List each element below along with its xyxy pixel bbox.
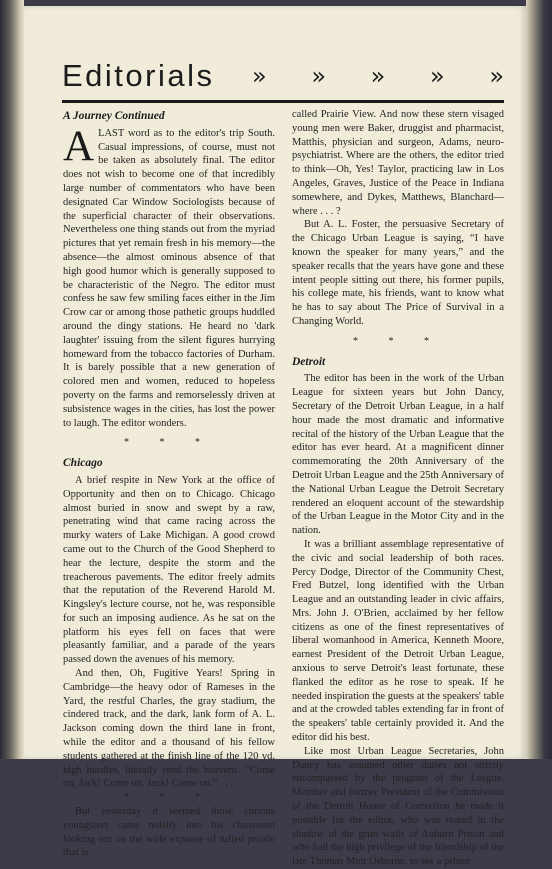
chevron-icon: » xyxy=(252,62,267,90)
paragraph xyxy=(63,122,275,431)
section-title: Editorials xyxy=(62,58,215,93)
book-binding-left xyxy=(0,0,24,759)
heading-detroit: Detroit xyxy=(292,355,326,368)
section-divider: * * * xyxy=(124,792,214,804)
paragraph: But yesterday it seemed those curious youngsters came noisily into his classroom looking out on the wide expanse of tufted prairie that is xyxy=(63,806,275,859)
heading-journey: A Journey Continued xyxy=(63,110,165,122)
paragraph: The editor has been in the work of the Urban League for sixteen years but John Dancy, Secretary of the Detroit Urban League, in a half hour made the most dramatic and informative recital of the history of the Urban League that the editor has ever heard. At a magnificent dinner commemorating the 20th Anniversary of the Detroit Urban League and the 25th Anniversary of the National Urban League the Detroit Secretary rendered an eloquent account of the stewardship of the Urban League in the Motor City and in the nation. xyxy=(292,373,504,537)
paragraph: But A. L. Foster, the persuasive Secretary of the Chicago Urban League is saying, “I have known the speaker for many years,” and the speaker recalls that the years have gone and these intent people sitting out there, his former pupils, his college mate, his friends, want to know what he has to say about The Price of Survival in a Changing World. xyxy=(292,219,504,327)
paragraph: Like most Urban League Secretaries, John Dancy has assumed other duties not strictly encompassed by the program of the League. Member and former President of the Commission of the Detroit House of Correction he made it possible for the editor, who was reared in the shadow of the grim walls of Auburn Prison and who had the high privilege of the friendship of the late Thomas Mott Osborne, to see a prison xyxy=(292,745,504,868)
heading-chicago: Chicago xyxy=(63,457,103,470)
paragraph: And then, Oh, Fugitive Years! Spring in Cambridge—the heavy odor of Rameses in the Yard, the restful Charles, the gray stadium, the cindered track, and the dark, lank form of A. L. Jackson coming down the third lane in front, while the editor and a thousand of his fellow students gathered at the finish line of the 120 yd. high hurdles, literally rend the heavens. “Come on, Jack! Come on, Jack! Come on.” . . . xyxy=(63,668,275,790)
paragraph: called Prairie View. And now these stern visaged young men were Baker, druggist and pharmacist, Matthis, physician and surgeon, Adams, neuro-psychiatrist. Where are the others, the editor tried to think—Oh, Yes! Taylor, practicing law in Los Angeles, Graves, Justice of the Peace in Indiana somewhere, and Dykes, Matthews, Blanchard—where . . . ? xyxy=(292,109,504,217)
drop-cap: A xyxy=(63,122,95,170)
right-column xyxy=(292,108,504,869)
paragraph: It was a brilliant assemblage representative of the civic and social leadership of both races. Percy Dodge, Director of the Community Chest, Fred Butzel, long identified with the Urban League and an outstanding leader in civic affairs, Mrs. John J. O'Brien, acclaimed by her fellow citizens as one of the finest representatives of liberal womanhood in America, Kenneth Moore, earnest President of the Detroit Urban League, anxious to serve Detroit's least fortunate, these flanked the editor as he rose to speak. If he needed inspiration the guests at the speakers' table and at the crowded tables extending far in front of the speakers' table certainly provided it. And the editor did his best. xyxy=(292,538,504,744)
page-header xyxy=(62,56,504,96)
section-divider: * * * xyxy=(353,335,443,347)
paragraph-text: LAST word as to the editor's trip South. Casual impressions, of course, must not be taken as absolutely final. The editor does not wish to become one of that incredibly large number of commentators who have been designated Car Window Sociologists because of the superficial character of their observations. Nevertheless one thing stands out from the myriad pictures that yet remain fresh in his memory—the absence—the almost ominous absence of that high good humor which is generally supposed to be characteristic of the Negro. The editor must confess he saw few smiling faces either in the Jim Crow car or among those pathetic groups huddled around the dingy stations. He heard no 'dark laughter' issuing from the silent figures hurrying homeward from the tobacco factories of Durham. It is barely possible that a new generation of colored men and women, reduced to hopeless poverty on the farms and remorselessly driven at subsistence wages in the cities, has lost the power to laugh. The editor wonders. xyxy=(63,127,275,429)
chevron-icon: » xyxy=(311,62,327,90)
left-column xyxy=(63,108,275,860)
chevron-icon: » xyxy=(370,62,386,90)
chevron-icon: » xyxy=(429,62,445,90)
chevron-icon: » xyxy=(489,62,504,90)
paragraph: A brief respite in New York at the office of Opportunity and then on to Chicago. Chicago almost buried in snow and swept by a raw, penetrating wind that came racing across the murky waters of Lake Michigan. A good crowd came out to the Church of the Good Shepherd to hear the lecture, despite the storm and the treacherous pavements. The editor freely admits that the reputation of the Reverend Harold M. Kingsley's lecture course, not he, was responsible for such an imposing audience. As he sat on the platform his eyes fell on faces that were pleasantly familiar, and a parade of the years passed down the avenues of his memory. xyxy=(63,474,275,666)
header-rule xyxy=(62,100,504,103)
chevron-row xyxy=(252,56,504,96)
book-binding-right xyxy=(526,0,552,759)
section-divider: * * * xyxy=(124,437,214,449)
